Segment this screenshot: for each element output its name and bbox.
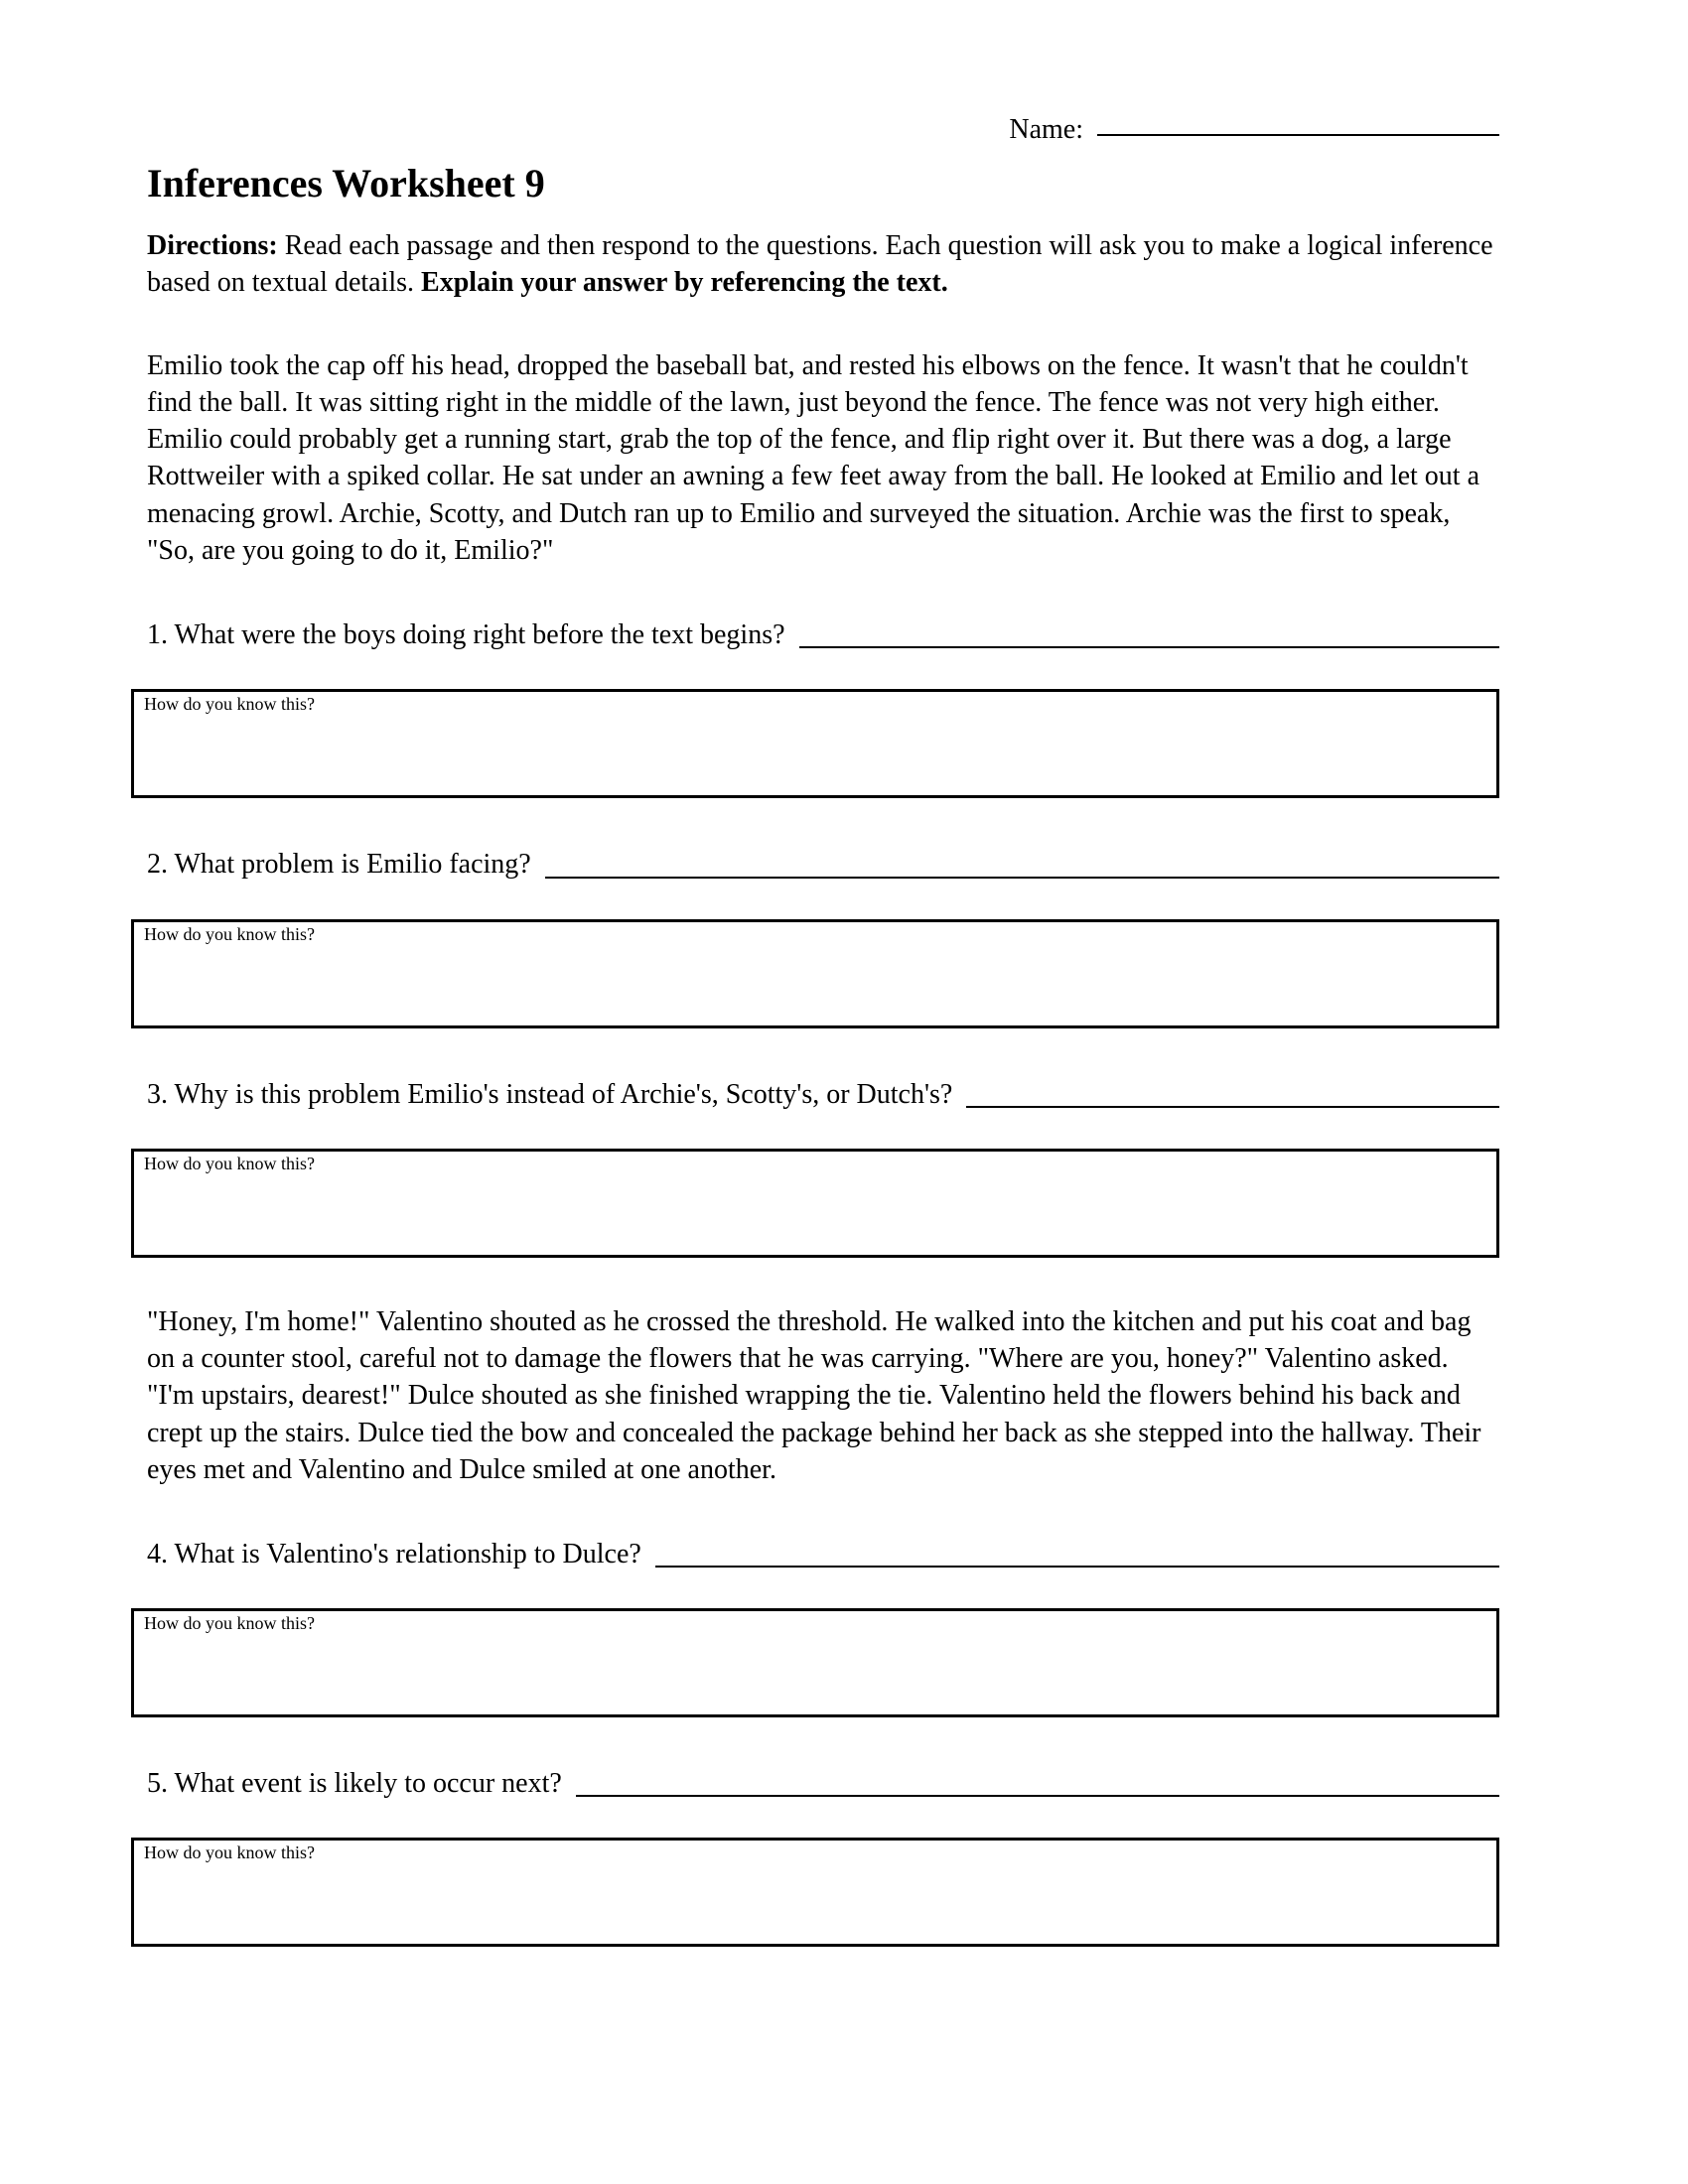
question-5-answer-line[interactable] xyxy=(576,1794,1499,1797)
page-title: Inferences Worksheet 9 xyxy=(147,161,545,206)
question-5-answer-box[interactable] xyxy=(131,1838,1499,1947)
name-blank-line[interactable] xyxy=(1097,134,1499,136)
question-2-answer-box[interactable] xyxy=(131,919,1499,1028)
question-4-answer-box[interactable] xyxy=(131,1608,1499,1717)
passage-2: "Honey, I'm home!" Valentino shouted as he crossed the threshold. He walked into the kitchen and put his coat and bag on a counter stool, careful not to damage the flowers that he was carrying. "Where are you, honey?" Valentino asked. "I'm upstairs, dearest!" Dulce shouted as she finished wrapping the tie. Valentino held the flowers behind his back and crept up the stairs. Dulce tied the bow and concealed the package behind her back as she stepped into the hallway. Their eyes met and Valentino and Dulce smiled at one another. xyxy=(147,1305,1481,1485)
question-1-text: 1. What were the boys doing right before the text begins? xyxy=(147,619,785,651)
answer-box-prompt: How do you know this? xyxy=(144,694,315,715)
directions xyxy=(147,227,1499,301)
directions-emphasis: Explain your answer by referencing the text. xyxy=(421,267,948,299)
question-3-text: 3. Why is this problem Emilio's instead of Archie's, Scotty's, or Dutch's? xyxy=(147,1078,953,1110)
question-1-answer-line[interactable] xyxy=(799,645,1499,648)
question-1-answer-box[interactable] xyxy=(131,689,1499,798)
question-2-text: 2. What problem is Emilio facing? xyxy=(147,849,531,881)
answer-box-prompt: How do you know this? xyxy=(144,1613,315,1634)
question-3-answer-box[interactable] xyxy=(131,1149,1499,1258)
directions-body: Read each passage and then respond to the questions. Each question will ask you to make a logical inference based on textual details. xyxy=(147,230,1493,299)
question-5 xyxy=(147,1765,1499,1802)
name-label: Name: xyxy=(1009,114,1083,145)
question-2 xyxy=(147,846,1499,883)
question-1 xyxy=(147,616,1499,653)
question-3 xyxy=(147,1076,1499,1113)
directions-label: Directions: xyxy=(147,230,278,262)
answer-box-prompt: How do you know this? xyxy=(144,1843,315,1863)
answer-box-prompt: How do you know this? xyxy=(144,923,315,944)
question-2-answer-line[interactable] xyxy=(545,876,1499,879)
question-4-text: 4. What is Valentino's relationship to Dulce? xyxy=(147,1538,641,1570)
question-4-answer-line[interactable] xyxy=(655,1565,1499,1568)
passage-1: Emilio took the cap off his head, dropped the baseball bat, and rested his elbows on the fence. It wasn't that he couldn't find the ball. It was sitting right in the middle of the lawn, just beyond the fence. The fence was not very high either. Emilio could probably get a running start, grab the top of the fence, and flip right over it. But there was a dog, a large Rottweiler with a spiked collar. He sat under an awning a few feet away from the ball. He looked at Emilio and let out a menacing growl. Archie, Scotty, and Dutch ran up to Emilio and surveyed the situation. Archie was the first to speak, "So, are you going to do it, Emilio?" xyxy=(147,349,1480,566)
question-3-answer-line[interactable] xyxy=(966,1105,1499,1108)
name-field-row xyxy=(147,111,1499,148)
answer-box-prompt: How do you know this? xyxy=(144,1153,315,1173)
question-5-text: 5. What event is likely to occur next? xyxy=(147,1768,562,1800)
question-4 xyxy=(147,1536,1499,1572)
